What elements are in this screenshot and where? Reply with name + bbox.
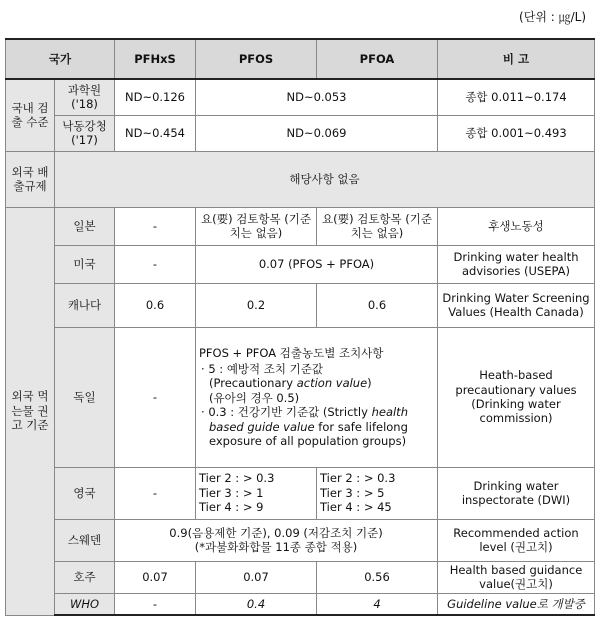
uk-pfos: Tier 2 : > 0.3 Tier 3 : > 1 Tier 4 : > 9 — [196, 467, 317, 519]
cell-value: 0.6 — [115, 283, 196, 327]
country-canada: 캐나다 — [55, 283, 115, 327]
cell-note: Heath-based precautionary values (Drinking water commission) — [438, 327, 595, 467]
cell-value: 0.2 — [196, 283, 317, 327]
cell-value: - — [115, 327, 196, 467]
cell-note: Guideline value로 개발중 — [438, 593, 595, 615]
country-australia: 호주 — [55, 561, 115, 593]
cell-value: - — [115, 467, 196, 519]
country-usa: 미국 — [55, 245, 115, 283]
header-pfos: PFOS — [196, 39, 317, 79]
domestic-label: 국내 검출 수준 — [6, 79, 55, 151]
pfas-standards-table — [5, 38, 595, 616]
country-sweden: 스웨덴 — [55, 519, 115, 561]
cell-value: 0.6 — [317, 283, 438, 327]
cell-note: 후생노동성 — [438, 207, 595, 245]
cell-value: - — [115, 245, 196, 283]
germany-bullet-2: · 0.3 : 건강기반 기준값 (Strictly health based guide value for safe lifelong exposure of all population groups) — [201, 405, 408, 448]
header-pfoa: PFOA — [317, 39, 438, 79]
cell-value: 4 — [317, 593, 438, 615]
cell-value: 0.4 — [196, 593, 317, 615]
cell-note: Health based guidance value(권고치) — [438, 561, 595, 593]
org-nier: 과학원 ('18) — [55, 79, 115, 115]
cell-value: 요(要) 검토항목 (기준치는 없음) — [196, 207, 317, 245]
cell-value: ND~0.454 — [115, 115, 196, 151]
org-nakdong: 낙동강청 ('17) — [55, 115, 115, 151]
cell-value: 0.07 — [115, 561, 196, 593]
cell-note: Drinking water health advisories (USEPA) — [438, 245, 595, 283]
header-pfhxs: PFHxS — [115, 39, 196, 79]
cell-note: 종합 0.001~0.493 — [438, 115, 595, 151]
germany-title: PFOS + PFOA 검출농도별 조치사항 — [199, 345, 384, 360]
cell-value: ND~0.069 — [196, 115, 438, 151]
country-germany: 독일 — [55, 327, 115, 467]
header-country: 국가 — [6, 39, 115, 79]
cell-value: - — [115, 593, 196, 615]
unit-label: (단위 : ㎍/L) — [519, 10, 586, 24]
germany-detail — [196, 327, 438, 467]
cell-note: 종합 0.011~0.174 — [438, 79, 595, 115]
cell-value: 요(要) 검토항목 (기준치는 없음) — [317, 207, 438, 245]
country-japan: 일본 — [55, 207, 115, 245]
country-who: WHO — [55, 593, 115, 615]
cell-value: - — [115, 207, 196, 245]
foreign-emission-value: 해당사항 없음 — [55, 151, 595, 207]
header-note: 비 고 — [438, 39, 595, 79]
cell-value: 0.07 — [196, 561, 317, 593]
cell-value: ND~0.126 — [115, 79, 196, 115]
cell-value: 0.56 — [317, 561, 438, 593]
cell-note: Drinking Water Screening Values (Health Canada) — [438, 283, 595, 327]
uk-pfoa: Tier 2 : > 0.3 Tier 3 : > 5 Tier 4 : > 45 — [317, 467, 438, 519]
foreign-emission-label: 외국 배출규제 — [6, 151, 55, 207]
country-uk: 영국 — [55, 467, 115, 519]
sweden-value: 0.9(음용제한 기준), 0.09 (저감조치 기준) (*과불화화합물 11종 종합 적용) — [115, 519, 438, 561]
cell-value: ND~0.053 — [196, 79, 438, 115]
cell-note: Drinking water inspectorate (DWI) — [438, 467, 595, 519]
cell-note: Recommended action level (권고치) — [438, 519, 595, 561]
foreign-label: 외국 먹는물 권고 기준 — [6, 207, 55, 615]
cell-value: 0.07 (PFOS + PFOA) — [196, 245, 438, 283]
germany-bullet-1: · 5 : 예방적 조치 기준값 (Precautionary action value) (유아의 경우 0.5) — [201, 362, 372, 405]
